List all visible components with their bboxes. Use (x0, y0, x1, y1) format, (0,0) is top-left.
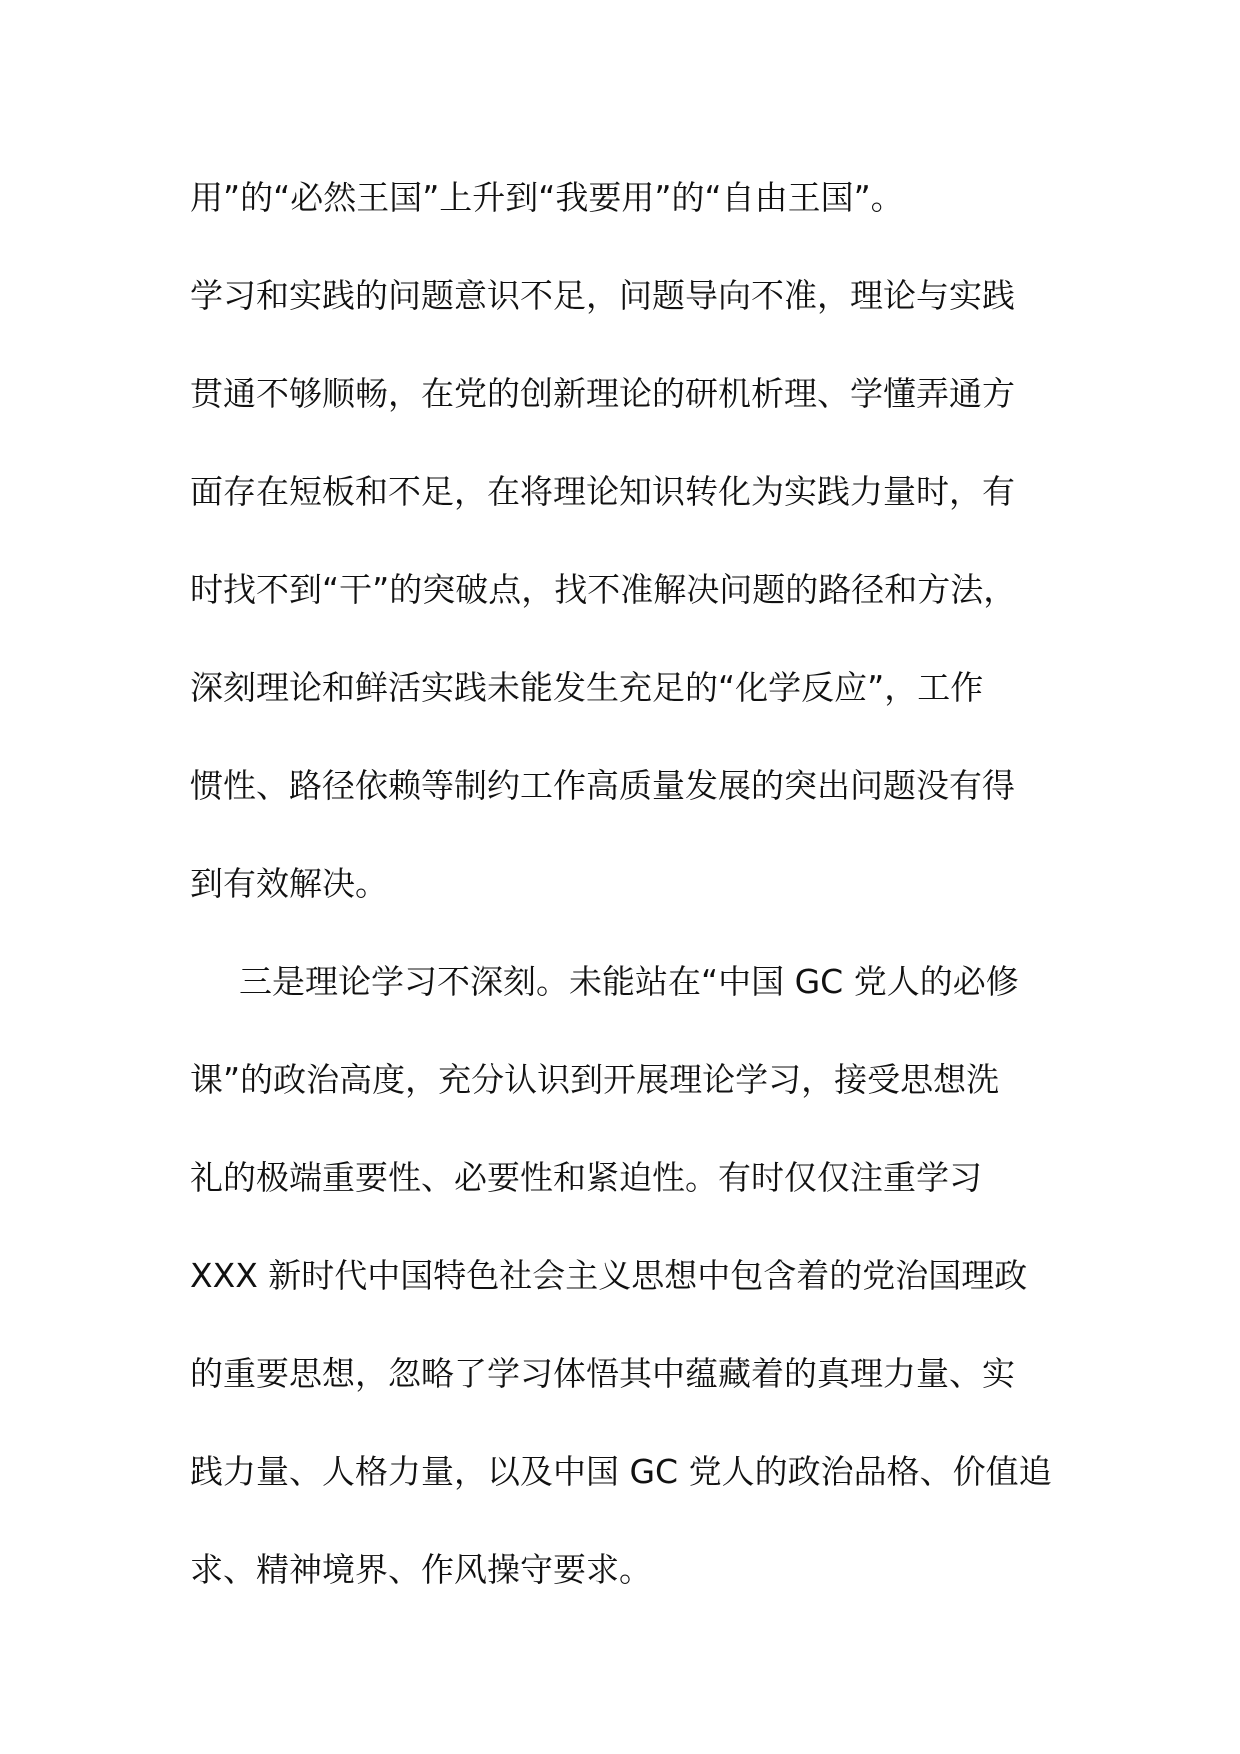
text-line: 的重要思想，忽略了学习体悟其中蕴藏着的真理力量、实 (190, 1354, 1015, 1393)
text-line: 时找不到“干”的突破点，找不准解决问题的路径和方法， (190, 570, 1017, 609)
paragraph-start-line: 三是理论学习不深刻。未能站在“中国 GC 党人的必修 (239, 962, 1019, 1001)
text-line: 面存在短板和不足，在将理论知识转化为实践力量时，有 (190, 472, 1015, 511)
text-line: 到有效解决。 (190, 864, 388, 903)
text-line: 贯通不够顺畅，在党的创新理论的研机析理、学懂弄通方 (190, 374, 1015, 413)
text-line: 求、精神境界、作风操守要求。 (190, 1550, 652, 1589)
text-line: 课”的政治高度，充分认识到开展理论学习，接受思想洗 (190, 1060, 1000, 1099)
text-line: 学习和实践的问题意识不足，问题导向不准，理论与实践 (190, 276, 1015, 315)
text-line: 践力量、人格力量，以及中国 GC 党人的政治品格、价值追 (190, 1452, 1052, 1491)
text-line: XXX 新时代中国特色社会主义思想中包含着的党治国理政 (190, 1256, 1028, 1295)
text-line: 用”的“必然王国”上升到“我要用”的“自由王国”。 (190, 178, 904, 217)
text-line: 惯性、路径依赖等制约工作高质量发展的突出问题没有得 (190, 766, 1015, 805)
text-line: 深刻理论和鲜活实践未能发生充足的“化学反应”，工作 (190, 668, 984, 707)
text-line: 礼的极端重要性、必要性和紧迫性。有时仅仅注重学习 (190, 1158, 982, 1197)
